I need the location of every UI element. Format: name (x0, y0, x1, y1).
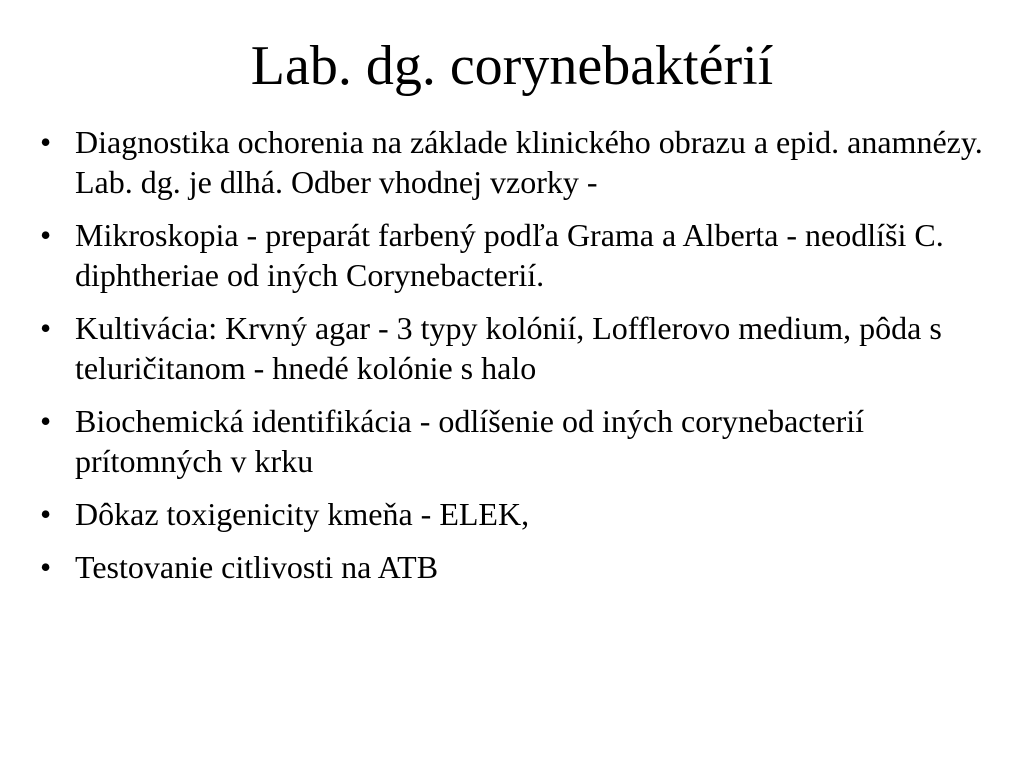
bullet-list (40, 122, 1010, 600)
slide-title: Lab. dg. corynebaktérií (250, 35, 774, 97)
bullet-text: Kultivácia: Krvný agar - 3 typy kolónií, Lofflerovo medium, pôda s teluričitanom - hnedé kolónie s halo (75, 310, 942, 386)
bullet-item-kultivacia (40, 308, 1010, 388)
bullet-item-mikroskopia (40, 215, 1010, 295)
bullet-item-diagnostika (40, 122, 1010, 202)
bullet-icon: • (40, 217, 52, 253)
bullet-icon: • (40, 403, 52, 439)
bullet-text: Diagnostika ochorenia na základe klinického obrazu a epid. anamnézy. Lab. dg. je dlhá. Odber vhodnej vzorky - (75, 124, 983, 200)
bullet-item-testovanie (40, 547, 1010, 587)
bullet-item-dokaz (40, 494, 1010, 534)
bullet-icon: • (40, 124, 52, 160)
bullet-text: Biochemická identifikácia - odlíšenie od iných corynebacterií prítomných v krku (75, 403, 865, 479)
bullet-icon: • (40, 496, 52, 532)
bullet-icon: • (40, 310, 52, 346)
bullet-text: Testovanie citlivosti na ATB (75, 549, 439, 585)
bullet-text: Dôkaz toxigenicity kmeňa - ELEK, (75, 496, 530, 532)
bullet-item-biochemicka (40, 401, 1010, 481)
bullet-icon: • (40, 549, 52, 585)
bullet-text: Mikroskopia - preparát farbený podľa Grama a Alberta - neodlíši C. diphtheriae od iných Corynebacterií. (75, 217, 944, 293)
